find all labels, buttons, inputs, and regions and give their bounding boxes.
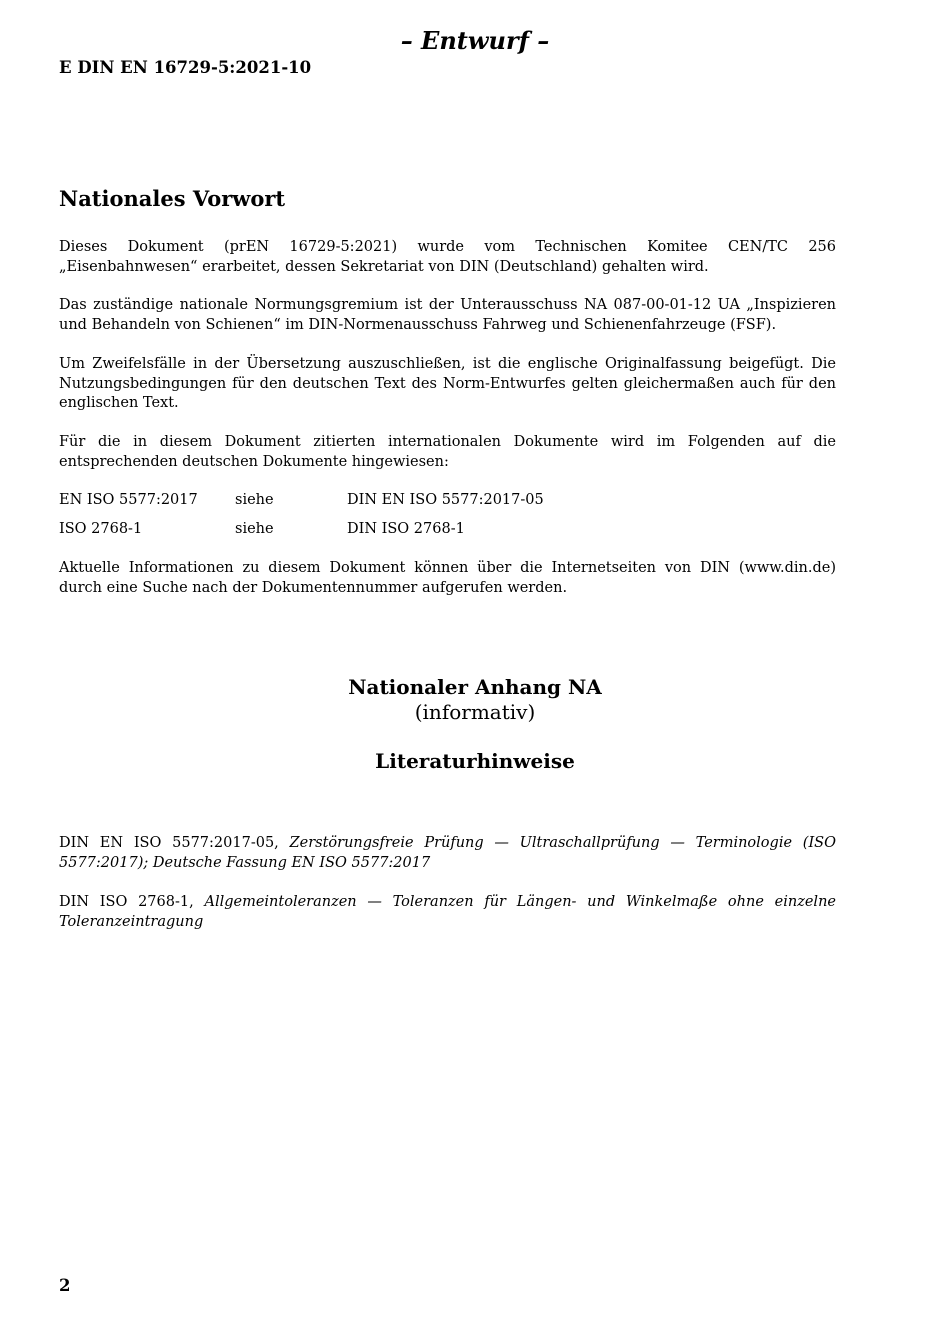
draft-mark: – Entwurf – [400, 26, 550, 55]
foreword-paragraph-3: Um Zweifelsfälle in der Übersetzung auszuschließen, ist die englische Originalfassung beigefügt. Die Nutzungsbedingungen für den deutschen Text des Norm-Entwurfes gelten gleichermaßen auch für den englischen Text. [59, 356, 836, 411]
reference-german: DIN ISO 2768-1 [347, 521, 465, 537]
bibliography-entry [59, 834, 836, 873]
bibliography-entry-ref: DIN ISO 2768-1, [59, 894, 205, 910]
document-id: E DIN EN 16729-5:2021-10 [59, 58, 312, 77]
annex-subtitle: (informativ) [414, 700, 536, 724]
reference-link-word: siehe [235, 521, 274, 537]
page-number: 2 [59, 1276, 71, 1295]
foreword-heading: Nationales Vorwort [59, 186, 286, 211]
annex-title: Nationaler Anhang NA [348, 675, 602, 699]
bibliography-heading: Literaturhinweise [375, 749, 575, 773]
bibliography-entry-title: Zerstörungsfreie Prüfung — Ultraschallprüfung — Terminologie (ISO 5577:2017); Deutsche Fassung EN ISO 5577:2017 [59, 835, 836, 871]
foreword-paragraph-4: Für die in diesem Dokument zitierten internationalen Dokumente wird im Folgenden auf die entsprechenden deutschen Dokumente hingewiesen: [59, 434, 836, 470]
bibliography-entry-title: Allgemeintoleranzen — Toleranzen für Längen- und Winkelmaße ohne einzelne Toleranzeintragung [59, 894, 836, 930]
reference-international: EN ISO 5577:2017 [59, 492, 198, 508]
bibliography-entry [59, 893, 836, 932]
foreword-paragraph-1: Dieses Dokument (prEN 16729-5:2021) wurde vom Technischen Komitee CEN/TC 256 „Eisenbahnwesen“ erarbeitet, dessen Sekretariat von DIN (Deutschland) gehalten wird. [59, 239, 836, 275]
foreword-closing-paragraph: Aktuelle Informationen zu diesem Dokument können über die Internetseiten von DIN (www.din.de) durch eine Suche nach der Dokumentennummer aufgerufen werden. [59, 560, 836, 596]
reference-german: DIN EN ISO 5577:2017-05 [347, 492, 544, 508]
reference-international: ISO 2768-1 [59, 521, 143, 537]
foreword-paragraph-2: Das zuständige nationale Normungsgremium ist der Unterausschuss NA 087-00-01-12 UA „Inspizieren und Behandeln von Schienen“ im DIN-Normenausschuss Fahrweg und Schienenfahrzeuge (FSF). [59, 297, 836, 333]
reference-link-word: siehe [235, 492, 274, 508]
bibliography-entry-ref: DIN EN ISO 5577:2017-05, [59, 835, 290, 851]
